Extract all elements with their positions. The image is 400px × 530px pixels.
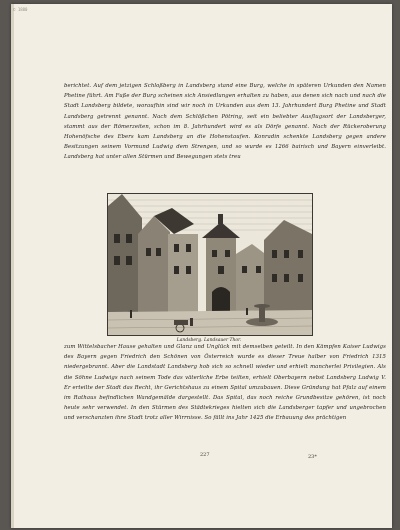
corner-note: © 1880 (13, 7, 28, 12)
body-paragraph-2: zum Wittelsbacher Hause gehalten und Glanz und Unglück mit demselben geteilt. In den Kämpfen Kaiser Ludwigs des Bayern gegen Friedrich den Schönen von Österreich wurde es dieser Treue halber von Friedrich 1315 niedergebrannt. Aber die Landstadt Landsberg hob sich so schnell wieder und erhielt mancherlei Privilegien. Als die Söhne Ludwigs nach seinem Tode das väterliche Erbe teilten, erhielt Oberbayern nebst Landsberg Ludwig V. Er erteilte der Stadt das Recht, ihr Gerichtshaus zu einem Spital umzubauen. Diese Gründung hat Pfalz auf einem im Rathaus befindlichen Wandgemälde dargestellt. Das Spital, das noch reiche Grundbesitze gehören, ist noch heute sehr verwendet. In den Stürmen des Städtekrieges hielten sich die Landsberger tapfer und ungebrochen und verschanzten ihre Stadt trotz aller Wirrnisse. So fällt ins Jahr 1425 die Erbauung des prächtigen (64, 344, 386, 422)
page-binding-edge (11, 4, 14, 528)
figure-caption: Landsberg. Landsauer Thor. (176, 338, 242, 343)
signature-mark: 23* (308, 454, 317, 460)
engraving-illustration (107, 193, 313, 336)
page-number: 227 (200, 452, 210, 458)
book-page (11, 4, 392, 528)
body-paragraph-1: berichtet. Auf dem jetzigen Schloßberg in Landsberg stand eine Burg, welche in späteren Urkunden den Namen Phetine führt. Am Fuße der Burg scheinen sich Ansiedlungen erhalten zu haben, aus denen sich nach und nach die Stadt Landsberg bildete, woraufhin sind wir noch in Urkunden aus dem 13. Jahrhundert Burg Phetine und Stadt Landsberg getrennt genannt. Nach dem Schlößchen Pötring, seit ein beliebter Ausflugsort der Landsberger, stammt aus der Römerzeiten, schon im 8. Jahrhundert wird es als Dörfe genannt. Nach der Rückeroberung Hohenöfsche des Ebers kam Landsberg an die Hohenstaufen. Konradin schenkte Landsberg gegen andere Besitzungen seinem Vormund Ludwig dem Strengen, und so wurde es 1266 bairisch und Bayern einverleibt. Landsberg hat unter allen Stürmen und Bewegungen stets treu (64, 83, 386, 161)
